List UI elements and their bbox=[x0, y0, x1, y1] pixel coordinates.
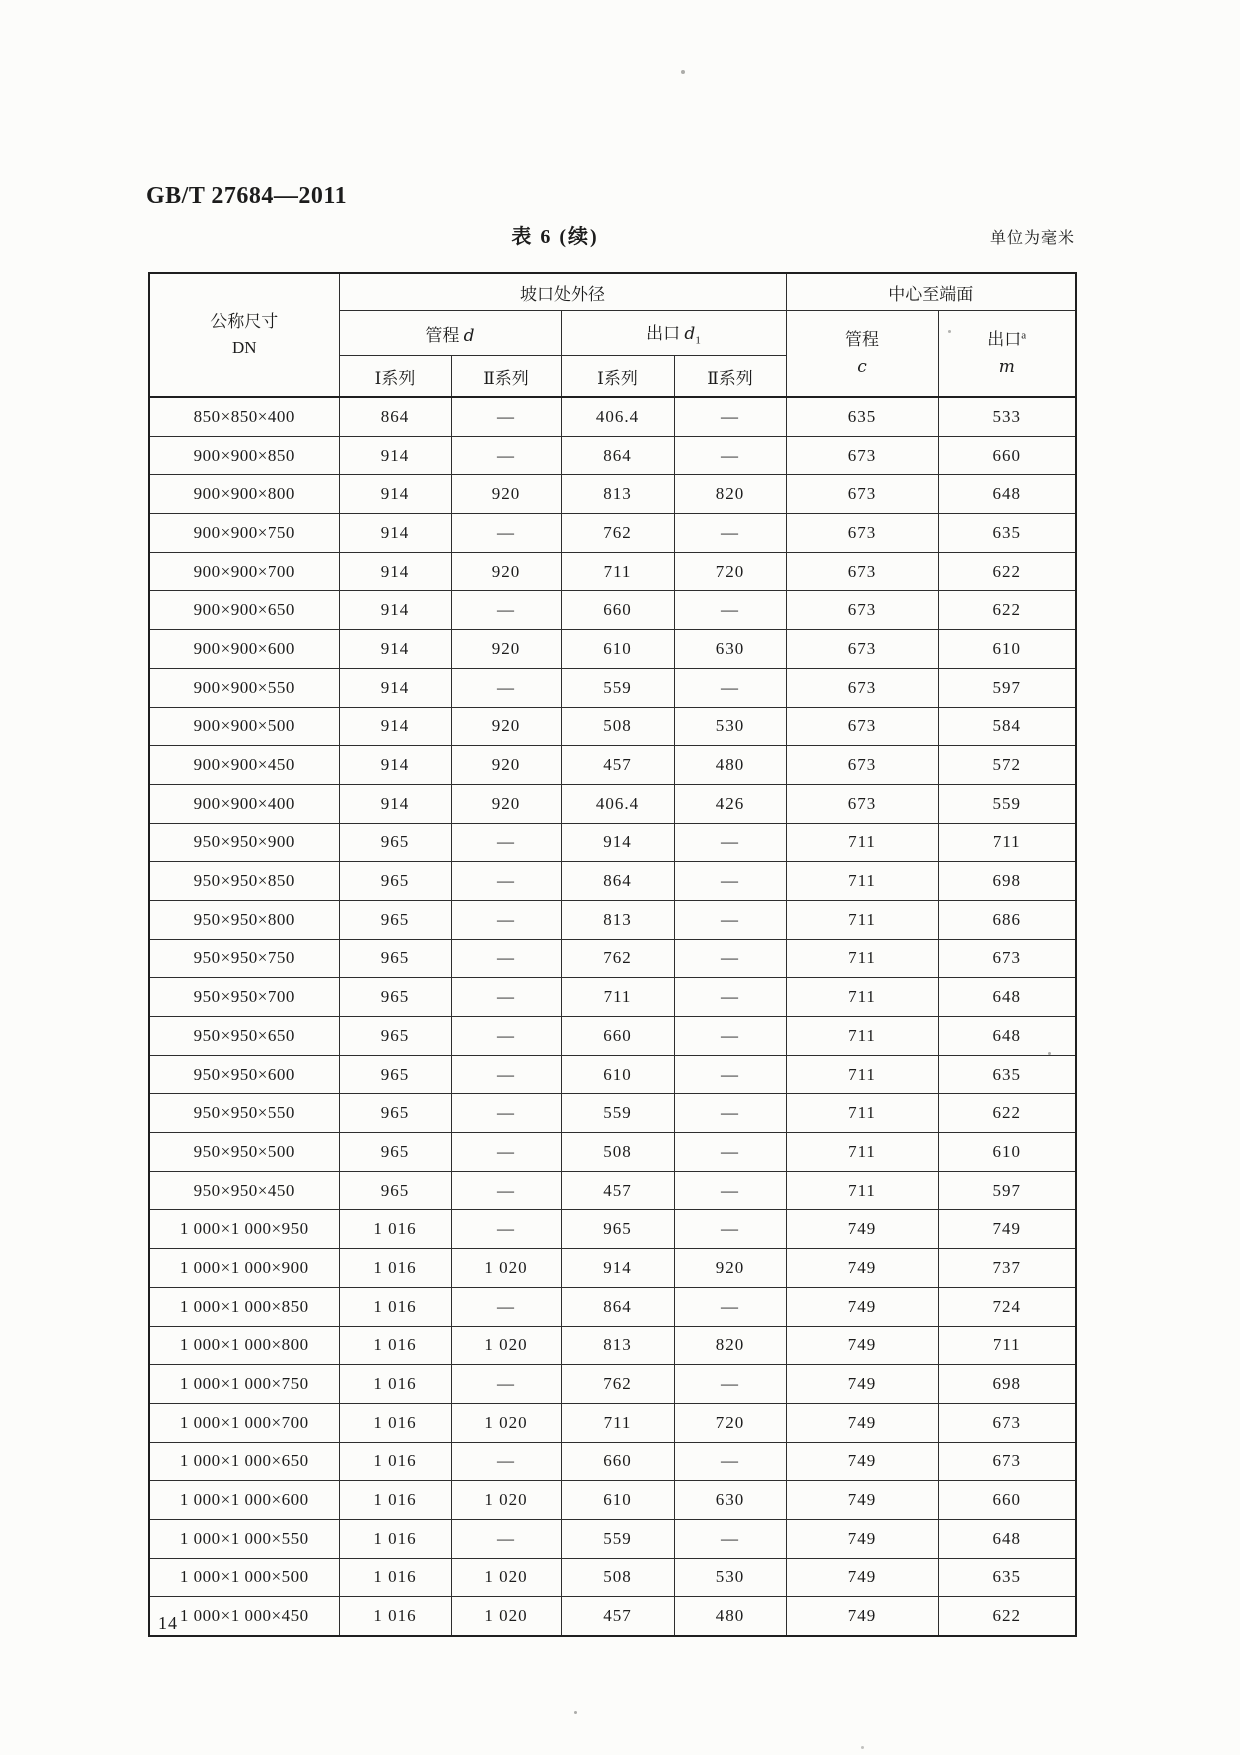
cell-center-pipe-c: 673 bbox=[786, 552, 938, 591]
cell-outlet-series2: 530 bbox=[674, 707, 786, 746]
cell-outlet-series2: — bbox=[674, 1171, 786, 1210]
cell-pipe-series2: 1 020 bbox=[451, 1558, 561, 1597]
cell-outlet-series1: 457 bbox=[561, 1597, 674, 1636]
cell-outlet-series1: 813 bbox=[561, 900, 674, 939]
table-row bbox=[149, 1326, 1076, 1365]
header-outlet-series-2: Ⅱ系列 bbox=[674, 356, 786, 398]
header-group-bevel-od: 坡口处外径 bbox=[339, 273, 786, 311]
cell-pipe-series2: — bbox=[451, 1094, 561, 1133]
table-row bbox=[149, 1249, 1076, 1288]
table-row bbox=[149, 514, 1076, 553]
cell-pipe-series2: — bbox=[451, 1171, 561, 1210]
cell-dn: 900×900×400 bbox=[149, 784, 339, 823]
cell-outlet-series2: — bbox=[674, 900, 786, 939]
cell-pipe-series1: 965 bbox=[339, 823, 451, 862]
cell-outlet-series1: 711 bbox=[561, 1403, 674, 1442]
cell-pipe-series2: — bbox=[451, 978, 561, 1017]
cell-center-outlet-m: 737 bbox=[938, 1249, 1076, 1288]
table-row bbox=[149, 1597, 1076, 1636]
cell-dn: 900×900×550 bbox=[149, 668, 339, 707]
cell-outlet-series1: 914 bbox=[561, 823, 674, 862]
cell-outlet-series1: 864 bbox=[561, 862, 674, 901]
cell-dn: 1 000×1 000×750 bbox=[149, 1365, 339, 1404]
cell-pipe-series2: 1 020 bbox=[451, 1249, 561, 1288]
cell-center-outlet-m: 660 bbox=[938, 1481, 1076, 1520]
cell-pipe-series1: 914 bbox=[339, 475, 451, 514]
cell-pipe-series2: — bbox=[451, 1287, 561, 1326]
symbol-m: m bbox=[998, 356, 1015, 377]
cell-dn: 950×950×700 bbox=[149, 978, 339, 1017]
cell-outlet-series2: — bbox=[674, 668, 786, 707]
cell-outlet-series2: — bbox=[674, 1442, 786, 1481]
cell-center-outlet-m: 533 bbox=[938, 397, 1076, 436]
cell-dn: 950×950×900 bbox=[149, 823, 339, 862]
cell-pipe-series2: — bbox=[451, 862, 561, 901]
cell-center-outlet-m: 622 bbox=[938, 591, 1076, 630]
cell-center-outlet-m: 749 bbox=[938, 1210, 1076, 1249]
cell-outlet-series2: 630 bbox=[674, 1481, 786, 1520]
cell-dn: 900×900×500 bbox=[149, 707, 339, 746]
cell-center-outlet-m: 610 bbox=[938, 1133, 1076, 1172]
cell-pipe-series2: 1 020 bbox=[451, 1481, 561, 1520]
cell-pipe-series2: 920 bbox=[451, 552, 561, 591]
cell-outlet-series2: — bbox=[674, 862, 786, 901]
table-body bbox=[149, 397, 1076, 1636]
symbol-d1: d bbox=[684, 324, 696, 345]
cell-outlet-series2: — bbox=[674, 397, 786, 436]
cell-center-outlet-m: 698 bbox=[938, 862, 1076, 901]
symbol-c: c bbox=[857, 356, 867, 377]
cell-outlet-series1: 914 bbox=[561, 1249, 674, 1288]
cell-outlet-series2: 720 bbox=[674, 552, 786, 591]
scan-speck bbox=[948, 330, 951, 333]
cell-outlet-series2: 480 bbox=[674, 746, 786, 785]
table-row bbox=[149, 668, 1076, 707]
cell-pipe-series1: 914 bbox=[339, 784, 451, 823]
cell-dn: 950×950×450 bbox=[149, 1171, 339, 1210]
cell-center-outlet-m: 622 bbox=[938, 1094, 1076, 1133]
table-row bbox=[149, 939, 1076, 978]
cell-center-pipe-c: 749 bbox=[786, 1442, 938, 1481]
table-row bbox=[149, 862, 1076, 901]
cell-pipe-series1: 965 bbox=[339, 1017, 451, 1056]
cell-outlet-series2: — bbox=[674, 591, 786, 630]
cell-center-outlet-m: 648 bbox=[938, 978, 1076, 1017]
cell-pipe-series1: 965 bbox=[339, 1055, 451, 1094]
cell-center-pipe-c: 749 bbox=[786, 1597, 938, 1636]
cell-outlet-series2: — bbox=[674, 1055, 786, 1094]
cell-pipe-series2: — bbox=[451, 397, 561, 436]
cell-outlet-series1: 559 bbox=[561, 668, 674, 707]
cell-pipe-series2: — bbox=[451, 1210, 561, 1249]
cell-outlet-series1: 762 bbox=[561, 514, 674, 553]
cell-outlet-series2: 820 bbox=[674, 475, 786, 514]
cell-center-pipe-c: 749 bbox=[786, 1210, 938, 1249]
table-row bbox=[149, 591, 1076, 630]
cell-pipe-series1: 914 bbox=[339, 746, 451, 785]
cell-dn: 900×900×850 bbox=[149, 436, 339, 475]
table-row bbox=[149, 436, 1076, 475]
cell-center-pipe-c: 673 bbox=[786, 514, 938, 553]
cell-center-outlet-m: 584 bbox=[938, 707, 1076, 746]
footnote-marker-a: a bbox=[1021, 329, 1027, 342]
cell-outlet-series1: 610 bbox=[561, 1055, 674, 1094]
cell-pipe-series2: 920 bbox=[451, 475, 561, 514]
cell-dn: 950×950×750 bbox=[149, 939, 339, 978]
cell-pipe-series2: 1 020 bbox=[451, 1597, 561, 1636]
cell-outlet-series1: 762 bbox=[561, 939, 674, 978]
cell-center-pipe-c: 673 bbox=[786, 475, 938, 514]
cell-center-pipe-c: 711 bbox=[786, 939, 938, 978]
header-pipe-series-1: Ⅰ系列 bbox=[339, 356, 451, 398]
dimension-table bbox=[148, 272, 1077, 1637]
cell-outlet-series2: — bbox=[674, 1210, 786, 1249]
cell-pipe-series2: — bbox=[451, 900, 561, 939]
table-row bbox=[149, 784, 1076, 823]
cell-dn: 900×900×700 bbox=[149, 552, 339, 591]
cell-dn: 1 000×1 000×450 bbox=[149, 1597, 339, 1636]
header-center-outlet-m: 出口$^a$ m bbox=[938, 311, 1076, 398]
cell-outlet-series2: — bbox=[674, 1365, 786, 1404]
cell-pipe-series1: 1 016 bbox=[339, 1249, 451, 1288]
cell-outlet-series2: — bbox=[674, 978, 786, 1017]
header-center-pipe-c: 管程 c bbox=[786, 311, 938, 398]
cell-pipe-series2: 920 bbox=[451, 784, 561, 823]
table-row bbox=[149, 1519, 1076, 1558]
cell-center-outlet-m: 559 bbox=[938, 784, 1076, 823]
cell-pipe-series2: 920 bbox=[451, 707, 561, 746]
cell-center-pipe-c: 711 bbox=[786, 1017, 938, 1056]
table-row bbox=[149, 1133, 1076, 1172]
cell-center-pipe-c: 749 bbox=[786, 1365, 938, 1404]
cell-outlet-series2: — bbox=[674, 1017, 786, 1056]
cell-outlet-series1: 559 bbox=[561, 1094, 674, 1133]
cell-pipe-series2: — bbox=[451, 668, 561, 707]
table-title: 表 6 (续) bbox=[511, 226, 599, 248]
cell-outlet-series2: — bbox=[674, 1133, 786, 1172]
cell-dn: 900×900×750 bbox=[149, 514, 339, 553]
cell-pipe-series1: 965 bbox=[339, 1133, 451, 1172]
cell-dn: 950×950×650 bbox=[149, 1017, 339, 1056]
cell-dn: 1 000×1 000×900 bbox=[149, 1249, 339, 1288]
cell-center-outlet-m: 724 bbox=[938, 1287, 1076, 1326]
cell-outlet-series2: 530 bbox=[674, 1558, 786, 1597]
cell-pipe-series1: 914 bbox=[339, 514, 451, 553]
cell-pipe-series1: 965 bbox=[339, 1094, 451, 1133]
cell-center-pipe-c: 711 bbox=[786, 1171, 938, 1210]
table-row bbox=[149, 397, 1076, 436]
cell-pipe-series1: 914 bbox=[339, 436, 451, 475]
cell-center-pipe-c: 673 bbox=[786, 784, 938, 823]
cell-pipe-series2: 1 020 bbox=[451, 1326, 561, 1365]
table-row bbox=[149, 1287, 1076, 1326]
cell-center-outlet-m: 635 bbox=[938, 1055, 1076, 1094]
cell-center-outlet-m: 673 bbox=[938, 939, 1076, 978]
table-row bbox=[149, 978, 1076, 1017]
cell-outlet-series1: 508 bbox=[561, 1558, 674, 1597]
cell-pipe-series1: 914 bbox=[339, 707, 451, 746]
table-row bbox=[149, 707, 1076, 746]
cell-dn: 1 000×1 000×850 bbox=[149, 1287, 339, 1326]
symbol-d: d bbox=[463, 325, 475, 346]
scan-speck bbox=[574, 1711, 577, 1714]
cell-pipe-series2: — bbox=[451, 1055, 561, 1094]
cell-pipe-series1: 1 016 bbox=[339, 1481, 451, 1520]
cell-outlet-series1: 457 bbox=[561, 746, 674, 785]
cell-pipe-series2: 920 bbox=[451, 630, 561, 669]
cell-center-outlet-m: 673 bbox=[938, 1442, 1076, 1481]
cell-pipe-series1: 914 bbox=[339, 630, 451, 669]
cell-outlet-series2: — bbox=[674, 1519, 786, 1558]
cell-pipe-series2: — bbox=[451, 514, 561, 553]
cell-dn: 1 000×1 000×500 bbox=[149, 1558, 339, 1597]
cell-center-outlet-m: 622 bbox=[938, 552, 1076, 591]
cell-center-outlet-m: 572 bbox=[938, 746, 1076, 785]
cell-outlet-series2: 630 bbox=[674, 630, 786, 669]
cell-dn: 1 000×1 000×600 bbox=[149, 1481, 339, 1520]
table-row bbox=[149, 1210, 1076, 1249]
cell-center-pipe-c: 711 bbox=[786, 823, 938, 862]
dimension-table-wrapper bbox=[148, 272, 1075, 1637]
cell-outlet-series2: 480 bbox=[674, 1597, 786, 1636]
cell-outlet-series2: 920 bbox=[674, 1249, 786, 1288]
cell-pipe-series2: — bbox=[451, 1519, 561, 1558]
table-row bbox=[149, 1403, 1076, 1442]
standard-number: GB/T 27684—2011 bbox=[146, 183, 348, 209]
cell-pipe-series1: 965 bbox=[339, 1171, 451, 1210]
cell-center-pipe-c: 673 bbox=[786, 630, 938, 669]
table-row bbox=[149, 1094, 1076, 1133]
cell-center-pipe-c: 711 bbox=[786, 862, 938, 901]
cell-outlet-series1: 406.4 bbox=[561, 397, 674, 436]
cell-outlet-series2: — bbox=[674, 514, 786, 553]
cell-center-outlet-m: 711 bbox=[938, 823, 1076, 862]
cell-outlet-series1: 508 bbox=[561, 1133, 674, 1172]
table-row bbox=[149, 1365, 1076, 1404]
table-row bbox=[149, 1055, 1076, 1094]
cell-outlet-series1: 559 bbox=[561, 1519, 674, 1558]
cell-dn: 900×900×650 bbox=[149, 591, 339, 630]
cell-center-pipe-c: 635 bbox=[786, 397, 938, 436]
cell-outlet-series2: 720 bbox=[674, 1403, 786, 1442]
cell-dn: 1 000×1 000×550 bbox=[149, 1519, 339, 1558]
cell-pipe-series2: 1 020 bbox=[451, 1403, 561, 1442]
cell-pipe-series1: 1 016 bbox=[339, 1597, 451, 1636]
cell-outlet-series1: 711 bbox=[561, 978, 674, 1017]
cell-dn: 850×850×400 bbox=[149, 397, 339, 436]
table-row bbox=[149, 900, 1076, 939]
cell-center-pipe-c: 749 bbox=[786, 1519, 938, 1558]
scan-speck bbox=[1048, 1052, 1051, 1055]
cell-outlet-series1: 508 bbox=[561, 707, 674, 746]
cell-outlet-series2: 426 bbox=[674, 784, 786, 823]
cell-pipe-series2: 920 bbox=[451, 746, 561, 785]
cell-outlet-series1: 660 bbox=[561, 1017, 674, 1056]
cell-pipe-series1: 1 016 bbox=[339, 1210, 451, 1249]
cell-dn: 1 000×1 000×800 bbox=[149, 1326, 339, 1365]
cell-outlet-series1: 762 bbox=[561, 1365, 674, 1404]
table-row bbox=[149, 552, 1076, 591]
cell-pipe-series1: 1 016 bbox=[339, 1558, 451, 1597]
cell-pipe-series1: 914 bbox=[339, 668, 451, 707]
cell-outlet-series1: 965 bbox=[561, 1210, 674, 1249]
cell-outlet-series2: — bbox=[674, 1094, 786, 1133]
unit-note: 单位为毫米 bbox=[989, 230, 1075, 247]
cell-dn: 950×950×600 bbox=[149, 1055, 339, 1094]
header-pipe-series-2: Ⅱ系列 bbox=[451, 356, 561, 398]
cell-center-pipe-c: 711 bbox=[786, 1094, 938, 1133]
header-group-center-to-end: 中心至端面 bbox=[786, 273, 1076, 311]
header-pipe-d: 管程 d bbox=[339, 311, 561, 356]
cell-center-outlet-m: 648 bbox=[938, 1519, 1076, 1558]
cell-outlet-series2: — bbox=[674, 939, 786, 978]
cell-pipe-series1: 1 016 bbox=[339, 1365, 451, 1404]
cell-dn: 950×950×550 bbox=[149, 1094, 339, 1133]
cell-center-outlet-m: 610 bbox=[938, 630, 1076, 669]
header-outlet-d1: 出口 $d_1$ bbox=[561, 311, 786, 356]
scan-speck bbox=[681, 70, 685, 74]
cell-center-outlet-m: 597 bbox=[938, 668, 1076, 707]
cell-pipe-series1: 1 016 bbox=[339, 1403, 451, 1442]
cell-center-outlet-m: 648 bbox=[938, 475, 1076, 514]
cell-center-pipe-c: 711 bbox=[786, 1133, 938, 1172]
cell-dn: 900×900×800 bbox=[149, 475, 339, 514]
cell-pipe-series1: 914 bbox=[339, 552, 451, 591]
cell-pipe-series1: 965 bbox=[339, 862, 451, 901]
cell-pipe-series1: 965 bbox=[339, 900, 451, 939]
cell-pipe-series1: 965 bbox=[339, 939, 451, 978]
cell-center-pipe-c: 749 bbox=[786, 1403, 938, 1442]
table-row bbox=[149, 823, 1076, 862]
cell-center-outlet-m: 635 bbox=[938, 514, 1076, 553]
cell-pipe-series2: — bbox=[451, 1017, 561, 1056]
cell-outlet-series1: 660 bbox=[561, 1442, 674, 1481]
cell-pipe-series1: 1 016 bbox=[339, 1287, 451, 1326]
cell-outlet-series1: 864 bbox=[561, 1287, 674, 1326]
cell-center-pipe-c: 749 bbox=[786, 1558, 938, 1597]
cell-dn: 950×950×800 bbox=[149, 900, 339, 939]
table-row bbox=[149, 746, 1076, 785]
cell-center-outlet-m: 622 bbox=[938, 1597, 1076, 1636]
cell-pipe-series2: — bbox=[451, 1365, 561, 1404]
cell-center-pipe-c: 673 bbox=[786, 668, 938, 707]
cell-dn: 950×950×850 bbox=[149, 862, 339, 901]
cell-center-outlet-m: 635 bbox=[938, 1558, 1076, 1597]
cell-center-pipe-c: 711 bbox=[786, 978, 938, 1017]
cell-center-pipe-c: 711 bbox=[786, 900, 938, 939]
cell-center-outlet-m: 597 bbox=[938, 1171, 1076, 1210]
cell-dn: 1 000×1 000×650 bbox=[149, 1442, 339, 1481]
cell-pipe-series1: 1 016 bbox=[339, 1519, 451, 1558]
scan-speck bbox=[861, 1746, 864, 1749]
cell-center-pipe-c: 673 bbox=[786, 746, 938, 785]
cell-outlet-series2: 820 bbox=[674, 1326, 786, 1365]
cell-pipe-series1: 864 bbox=[339, 397, 451, 436]
cell-pipe-series2: — bbox=[451, 591, 561, 630]
cell-pipe-series2: — bbox=[451, 1133, 561, 1172]
header-nominal-size bbox=[149, 273, 339, 397]
cell-center-pipe-c: 749 bbox=[786, 1287, 938, 1326]
cell-outlet-series1: 864 bbox=[561, 436, 674, 475]
cell-center-outlet-m: 673 bbox=[938, 1403, 1076, 1442]
cell-center-pipe-c: 711 bbox=[786, 1055, 938, 1094]
cell-outlet-series1: 813 bbox=[561, 475, 674, 514]
table-row bbox=[149, 1017, 1076, 1056]
cell-center-outlet-m: 698 bbox=[938, 1365, 1076, 1404]
cell-center-outlet-m: 686 bbox=[938, 900, 1076, 939]
cell-center-pipe-c: 673 bbox=[786, 591, 938, 630]
table-header bbox=[149, 273, 1076, 397]
cell-outlet-series2: — bbox=[674, 1287, 786, 1326]
cell-pipe-series1: 1 016 bbox=[339, 1442, 451, 1481]
cell-center-pipe-c: 749 bbox=[786, 1326, 938, 1365]
cell-outlet-series2: — bbox=[674, 436, 786, 475]
table-row bbox=[149, 1558, 1076, 1597]
cell-pipe-series2: — bbox=[451, 823, 561, 862]
cell-center-outlet-m: 648 bbox=[938, 1017, 1076, 1056]
cell-pipe-series1: 965 bbox=[339, 978, 451, 1017]
cell-dn: 950×950×500 bbox=[149, 1133, 339, 1172]
cell-outlet-series1: 711 bbox=[561, 552, 674, 591]
cell-pipe-series2: — bbox=[451, 436, 561, 475]
table-row bbox=[149, 1442, 1076, 1481]
cell-dn: 1 000×1 000×700 bbox=[149, 1403, 339, 1442]
cell-outlet-series1: 457 bbox=[561, 1171, 674, 1210]
cell-outlet-series1: 660 bbox=[561, 591, 674, 630]
cell-center-pipe-c: 673 bbox=[786, 707, 938, 746]
cell-outlet-series1: 406.4 bbox=[561, 784, 674, 823]
cell-center-pipe-c: 673 bbox=[786, 436, 938, 475]
cell-outlet-series1: 610 bbox=[561, 630, 674, 669]
cell-dn: 1 000×1 000×950 bbox=[149, 1210, 339, 1249]
table-row bbox=[149, 630, 1076, 669]
table-row bbox=[149, 1481, 1076, 1520]
header-nominal-size-label: 公称尺寸 bbox=[210, 311, 279, 331]
header-dn-label: DN bbox=[231, 338, 257, 357]
cell-pipe-series2: — bbox=[451, 1442, 561, 1481]
table-row bbox=[149, 1171, 1076, 1210]
cell-outlet-series1: 610 bbox=[561, 1481, 674, 1520]
cell-center-outlet-m: 711 bbox=[938, 1326, 1076, 1365]
cell-outlet-series1: 813 bbox=[561, 1326, 674, 1365]
cell-pipe-series1: 914 bbox=[339, 591, 451, 630]
cell-pipe-series1: 1 016 bbox=[339, 1326, 451, 1365]
header-outlet-series-1: Ⅰ系列 bbox=[561, 356, 674, 398]
table-row bbox=[149, 475, 1076, 514]
cell-pipe-series2: — bbox=[451, 939, 561, 978]
cell-dn: 900×900×450 bbox=[149, 746, 339, 785]
cell-center-outlet-m: 660 bbox=[938, 436, 1076, 475]
cell-center-pipe-c: 749 bbox=[786, 1249, 938, 1288]
cell-outlet-series2: — bbox=[674, 823, 786, 862]
page-number: 14 bbox=[158, 1613, 178, 1633]
cell-dn: 900×900×600 bbox=[149, 630, 339, 669]
cell-center-pipe-c: 749 bbox=[786, 1481, 938, 1520]
